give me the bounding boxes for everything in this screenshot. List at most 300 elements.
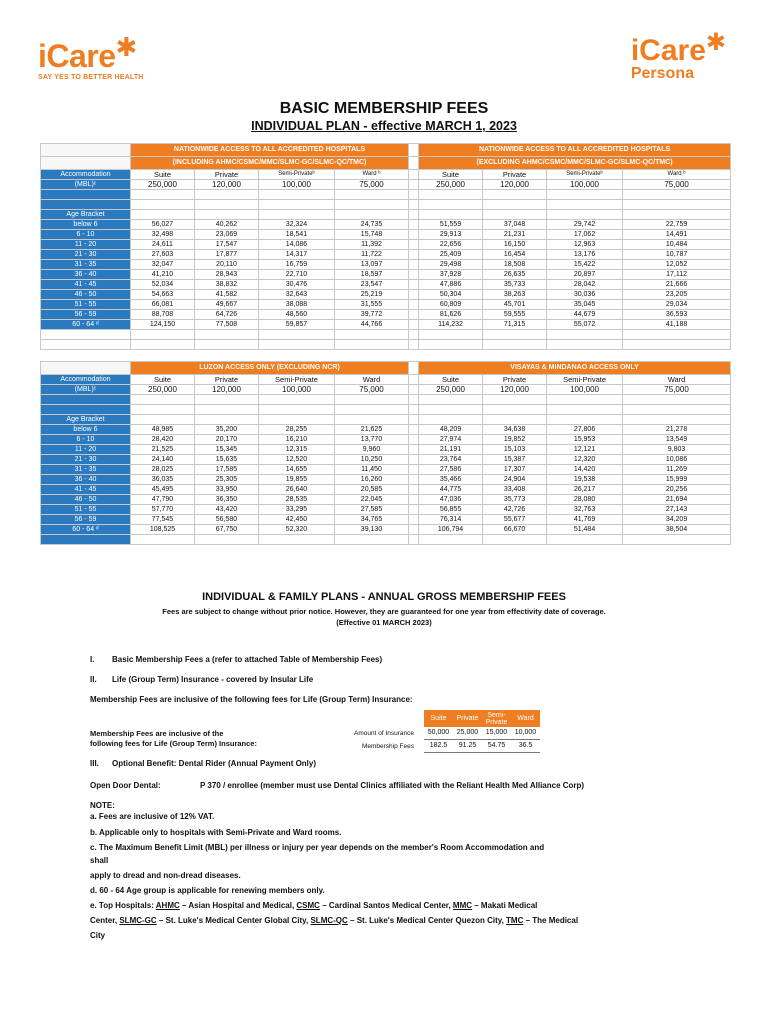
insurance-fee-cell: 91.25 [453, 740, 482, 753]
fee-cell: 36,035 [131, 475, 195, 485]
category-cell: Ward [623, 375, 731, 385]
blank-label [41, 405, 131, 415]
blank-cell [195, 190, 259, 200]
blank-cell [483, 415, 547, 425]
fee-cell: 18,508 [483, 260, 547, 270]
mbl-cell: 120,000 [195, 385, 259, 395]
fee-cell: 30,036 [547, 290, 623, 300]
hospital-name: – St. Luke's Medical Center Quezon City, [347, 916, 507, 925]
fee-cell: 21,625 [335, 425, 409, 435]
category-cell: Suite [419, 170, 483, 180]
blank-cell [547, 405, 623, 415]
table-row [41, 320, 731, 330]
blank-cell [623, 190, 731, 200]
fee-cell: 12,052 [623, 260, 731, 270]
blank-cell [335, 200, 409, 210]
blank-label [41, 340, 131, 350]
item-basic-fees: I. Basic Membership Fees a (refer to attached Table of Membership Fees) [90, 655, 383, 664]
fee-cell: 21,278 [623, 425, 731, 435]
table-row [41, 515, 731, 525]
fee-cell: 15,999 [623, 475, 731, 485]
category-cell: Private [483, 375, 547, 385]
column-gap [409, 300, 419, 310]
blank-cell [335, 395, 409, 405]
blank-cell [623, 415, 731, 425]
column-gap [409, 525, 419, 535]
fee-cell: 22,710 [259, 270, 335, 280]
fee-cell: 24,611 [131, 240, 195, 250]
blank-cell [623, 405, 731, 415]
age-cell: 60 - 64 ᵈ [41, 525, 131, 535]
table-row [41, 280, 731, 290]
column-gap [409, 505, 419, 515]
age-bracket-label: Age Bracket [41, 415, 131, 425]
fee-cell: 25,219 [335, 290, 409, 300]
blank-cell [409, 210, 419, 220]
fee-cell: 13,770 [335, 435, 409, 445]
blank-label [41, 535, 131, 545]
fee-cell: 33,408 [483, 485, 547, 495]
fee-cell: 15,345 [195, 445, 259, 455]
category-cell: Suite [131, 375, 195, 385]
fee-cell: 10,250 [335, 455, 409, 465]
fee-cell: 16,150 [483, 240, 547, 250]
insurance-header-cell [511, 710, 540, 727]
blank-cell [483, 190, 547, 200]
insurance-amount-row [424, 727, 540, 740]
fee-cell: 51,484 [547, 525, 623, 535]
fee-cell: 42,726 [483, 505, 547, 515]
blank-cell [131, 535, 195, 545]
fee-cell: 35,773 [483, 495, 547, 505]
category-cell: Ward [335, 375, 409, 385]
fee-cell: 28,255 [259, 425, 335, 435]
age-cell: 36 - 40 [41, 475, 131, 485]
fee-cell: 77,545 [131, 515, 195, 525]
fee-cell: 36,593 [623, 310, 731, 320]
blank-cell [259, 210, 335, 220]
age-cell: below 6 [41, 425, 131, 435]
asterisk-icon: ✱ [705, 29, 726, 56]
blank-cell [259, 415, 335, 425]
fee-cell: 12,121 [547, 445, 623, 455]
age-bracket-row [41, 210, 731, 220]
column-gap [409, 320, 419, 330]
fee-cell: 67,750 [195, 525, 259, 535]
fee-cell: 15,387 [483, 455, 547, 465]
column-gap [409, 425, 419, 435]
blank-cell [409, 535, 419, 545]
fee-cell: 45,701 [483, 300, 547, 310]
fee-cell: 33,295 [259, 505, 335, 515]
blank-cell [335, 535, 409, 545]
table-row [41, 525, 731, 535]
age-cell: 60 - 64 ᵈ [41, 320, 131, 330]
blank-row [41, 405, 731, 415]
fee-cell: 47,790 [131, 495, 195, 505]
fee-cell: 21,231 [483, 230, 547, 240]
blank-cell [409, 395, 419, 405]
table-header-row [41, 157, 731, 170]
fee-cell: 16,210 [259, 435, 335, 445]
fee-cell: 17,112 [623, 270, 731, 280]
blank-cell [419, 210, 483, 220]
mbl-cell: 100,000 [547, 385, 623, 395]
blank-cell [409, 190, 419, 200]
hospital-code: AHMC [155, 901, 180, 910]
fee-cell: 17,307 [483, 465, 547, 475]
blank-cell [419, 405, 483, 415]
table-row [41, 220, 731, 230]
fee-cell: 41,769 [547, 515, 623, 525]
column-gap [409, 144, 419, 157]
fee-cell: 28,535 [259, 495, 335, 505]
insurance-header-text: Suite [430, 715, 447, 722]
fee-cell: 34,765 [335, 515, 409, 525]
insurance-fee-cell: 182.5 [424, 740, 453, 753]
fee-cell: 57,770 [131, 505, 195, 515]
column-gap [409, 170, 419, 180]
fee-cell: 36,350 [195, 495, 259, 505]
age-cell: 11 - 20 [41, 445, 131, 455]
blank-cell [131, 330, 195, 340]
item-dental-rider: III. Optional Benefit: Dental Rider (Annual Payment Only) [90, 759, 317, 768]
mbl-row [41, 180, 731, 190]
fees-table-nationwide [40, 143, 731, 350]
table-row [41, 465, 731, 475]
fee-cell: 40,262 [195, 220, 259, 230]
column-gap [409, 260, 419, 270]
insurance-header-cell [482, 710, 511, 727]
fee-cell: 29,498 [419, 260, 483, 270]
fee-cell: 81,626 [419, 310, 483, 320]
left-region-header: (INCLUDING AHMC/CSMC/MMC/SLMC-GC/SLMC-QC/TMC) [131, 157, 409, 170]
category-cell: Semi-Private [259, 375, 335, 385]
fee-cell: 56,855 [419, 505, 483, 515]
age-cell: 31 - 35 [41, 260, 131, 270]
blank-cell [335, 210, 409, 220]
table-row [41, 290, 731, 300]
fee-cell: 16,759 [259, 260, 335, 270]
fee-cell: 11,269 [623, 465, 731, 475]
column-gap [409, 270, 419, 280]
fee-cell: 11,392 [335, 240, 409, 250]
fee-cell: 24,140 [131, 455, 195, 465]
mbl-cell: 120,000 [483, 385, 547, 395]
blank-cell [195, 395, 259, 405]
fee-cell: 47,886 [419, 280, 483, 290]
blank-cell [623, 395, 731, 405]
fee-cell: 38,832 [195, 280, 259, 290]
category-row [41, 375, 731, 385]
fee-cell: 44,679 [547, 310, 623, 320]
blank-cell [547, 190, 623, 200]
blank-cell [547, 200, 623, 210]
category-cell: Private [195, 170, 259, 180]
blank-row [41, 330, 731, 340]
age-cell: 46 - 50 [41, 290, 131, 300]
accommodation-label: Accommodation [41, 170, 131, 180]
fee-cell: 27,586 [419, 465, 483, 475]
fee-cell: 28,080 [547, 495, 623, 505]
hospital-name: – St. Luke's Medical Center Global City, [156, 916, 311, 925]
mbl-label: (MBL)ᶜ [41, 180, 131, 190]
blank-cell [259, 330, 335, 340]
category-cell: Semi-Privateᵇ [259, 170, 335, 180]
blank-cell [483, 200, 547, 210]
fee-cell: 19,538 [547, 475, 623, 485]
age-cell: 46 - 50 [41, 495, 131, 505]
mbl-cell: 100,000 [259, 180, 335, 190]
table-row [41, 485, 731, 495]
blank-cell [483, 535, 547, 545]
column-gap [409, 180, 419, 190]
fee-cell: 76,314 [419, 515, 483, 525]
fee-cell: 12,315 [259, 445, 335, 455]
hospital-code: TMC [506, 916, 524, 925]
note-c-cont: shall [90, 856, 109, 865]
blank-cell [195, 210, 259, 220]
fee-cell: 10,484 [623, 240, 731, 250]
fee-cell: 43,420 [195, 505, 259, 515]
fee-cell: 30,476 [259, 280, 335, 290]
blank-cell [335, 190, 409, 200]
logo-wordmark: iCare [38, 38, 116, 74]
hospital-code: CSMC [296, 901, 320, 910]
fee-cell: 16,260 [335, 475, 409, 485]
fee-cell: 35,466 [419, 475, 483, 485]
mbl-cell: 250,000 [419, 180, 483, 190]
mbl-cell: 120,000 [195, 180, 259, 190]
fee-cell: 59,857 [259, 320, 335, 330]
column-gap [409, 280, 419, 290]
note-e-cont: Center, SLMC-GC – St. Luke's Medical Center Global City, SLMC-QC – St. Luke's Medical Center Quezon City, TMC – The Medical [90, 916, 579, 925]
fee-cell: 12,520 [259, 455, 335, 465]
right-region-header: (EXCLUDING AHMC/CSMC/MMC/SLMC-GC/SLMC-QC/TMC) [419, 157, 731, 170]
blank-cell [419, 190, 483, 200]
fee-cell: 32,324 [259, 220, 335, 230]
fee-cell: 27,974 [419, 435, 483, 445]
insurance-fees-row [424, 740, 540, 753]
blank-cell [259, 395, 335, 405]
fee-cell: 10,787 [623, 250, 731, 260]
column-gap [409, 485, 419, 495]
blank-cell [419, 330, 483, 340]
fee-cell: 55,072 [547, 320, 623, 330]
fee-cell: 11,450 [335, 465, 409, 475]
asterisk-icon: ✱ [115, 32, 138, 62]
column-gap [409, 362, 419, 375]
blank-cell [409, 200, 419, 210]
hospital-name: – Cardinal Santos Medical Center, [319, 901, 453, 910]
fee-cell: 15,953 [547, 435, 623, 445]
fee-cell: 20,256 [623, 485, 731, 495]
note-c: c. The Maximum Benefit Limit (MBL) per illness or injury per year depends on the member's Room Accommodation and [90, 843, 545, 852]
fee-cell: 27,806 [547, 425, 623, 435]
fee-cell: 77,508 [195, 320, 259, 330]
table-header-row [41, 362, 731, 375]
fee-cell: 44,766 [335, 320, 409, 330]
blank-cell [547, 395, 623, 405]
table-row [41, 475, 731, 485]
blank-cell [483, 210, 547, 220]
section-note: Fees are subject to change without prior notice. However, they are guaranteed for one year from effectivity date of coverage. [162, 607, 606, 616]
column-gap [409, 250, 419, 260]
blank-cell [623, 200, 731, 210]
blank-cell [547, 340, 623, 350]
page-title: BASIC MEMBERSHIP FEES [279, 100, 489, 117]
table-row [41, 435, 731, 445]
hospital-name: – Makati Medical [472, 901, 538, 910]
table-row [41, 310, 731, 320]
header-spacer [41, 362, 131, 375]
age-cell: 6 - 10 [41, 435, 131, 445]
blank-cell [419, 535, 483, 545]
fee-cell: 15,422 [547, 260, 623, 270]
fee-cell: 18,541 [259, 230, 335, 240]
fee-cell: 66,081 [131, 300, 195, 310]
insurance-header-cell [453, 710, 482, 727]
mbl-cell: 75,000 [335, 180, 409, 190]
table-row [41, 505, 731, 515]
fee-cell: 15,748 [335, 230, 409, 240]
insurance-amount-cell: 10,000 [511, 727, 540, 740]
section-title: INDIVIDUAL & FAMILY PLANS - ANNUAL GROSS MEMBERSHIP FEES [202, 591, 566, 603]
fee-cell: 21,694 [623, 495, 731, 505]
fee-cell: 10,086 [623, 455, 731, 465]
blank-cell [409, 415, 419, 425]
fee-cell: 52,320 [259, 525, 335, 535]
insurance-header-text: Private [485, 718, 508, 726]
age-cell: 21 - 30 [41, 250, 131, 260]
age-cell: 51 - 55 [41, 505, 131, 515]
hospital-name: – The Medical [523, 916, 579, 925]
blank-cell [131, 395, 195, 405]
blank-label [41, 190, 131, 200]
insurance-fee-cell: 54.75 [482, 740, 511, 753]
blank-cell [623, 330, 731, 340]
fee-cell: 47,036 [419, 495, 483, 505]
fee-cell: 27,585 [335, 505, 409, 515]
age-cell: 41 - 45 [41, 280, 131, 290]
blank-cell [335, 415, 409, 425]
blank-cell [131, 190, 195, 200]
age-cell: 56 - 59 [41, 310, 131, 320]
blank-label [41, 395, 131, 405]
note-b: b. Applicable only to hospitals with Semi-Private and Ward rooms. [90, 828, 342, 837]
fee-cell: 38,088 [259, 300, 335, 310]
column-gap [409, 495, 419, 505]
membership-fees-label: Membership Fees [361, 743, 414, 750]
fee-cell: 12,963 [547, 240, 623, 250]
fee-cell: 25,305 [195, 475, 259, 485]
fee-cell: 41,210 [131, 270, 195, 280]
note-e: e. Top Hospitals: AHMC – Asian Hospital and Medical, CSMC – Cardinal Santos Medical Center, MMC – Makati Medical [90, 901, 538, 910]
blank-cell [419, 200, 483, 210]
category-cell: Private [483, 170, 547, 180]
fee-cell: 9,803 [623, 445, 731, 455]
blank-cell [259, 535, 335, 545]
blank-cell [335, 405, 409, 415]
insurance-header-cell [424, 710, 453, 727]
fee-cell: 41,188 [623, 320, 731, 330]
blank-cell [483, 340, 547, 350]
right-region-header: VISAYAS & MINDANAO ACCESS ONLY [419, 362, 731, 375]
column-gap [409, 310, 419, 320]
blank-cell [195, 340, 259, 350]
logo-wordmark: iCare [630, 34, 706, 67]
left-region-header: NATIONWIDE ACCESS TO ALL ACCREDITED HOSPITALS [131, 144, 409, 157]
note-e-cont2: City [90, 931, 106, 940]
age-cell: 11 - 20 [41, 240, 131, 250]
fee-cell: 56,580 [195, 515, 259, 525]
blank-cell [259, 405, 335, 415]
hospital-code: SLMC-QC [310, 916, 348, 925]
mbl-cell: 250,000 [131, 180, 195, 190]
column-gap [409, 220, 419, 230]
header-spacer [41, 157, 131, 170]
table-row [41, 425, 731, 435]
fee-cell: 25,409 [419, 250, 483, 260]
table-header-row [41, 144, 731, 157]
age-cell: 21 - 30 [41, 455, 131, 465]
fee-cell: 29,913 [419, 230, 483, 240]
fee-cell: 71,315 [483, 320, 547, 330]
age-bracket-label: Age Bracket [41, 210, 131, 220]
left-region-header: LUZON ACCESS ONLY (EXCLUDING NCR) [131, 362, 409, 375]
fee-cell: 49,667 [195, 300, 259, 310]
fee-cell: 26,635 [483, 270, 547, 280]
fee-cell: 64,726 [195, 310, 259, 320]
column-gap [409, 475, 419, 485]
item-life-insurance: II. Life (Group Term) Insurance - covered by Insular Life [90, 675, 314, 684]
column-gap [409, 455, 419, 465]
fee-cell: 60,809 [419, 300, 483, 310]
logo-tagline: SAY YES TO BETTER HEALTH [38, 74, 144, 81]
table-row [41, 300, 731, 310]
hospital-code: SLMC-GC [119, 916, 157, 925]
category-cell: Semi-Privateᵇ [547, 170, 623, 180]
fee-cell: 22,656 [419, 240, 483, 250]
note-d: d. 60 - 64 Age group is applicable for renewing members only. [90, 886, 325, 895]
fee-cell: 22,045 [335, 495, 409, 505]
right-region-header: NATIONWIDE ACCESS TO ALL ACCREDITED HOSPITALS [419, 144, 731, 157]
fee-cell: 34,209 [623, 515, 731, 525]
fee-cell: 26,217 [547, 485, 623, 495]
fee-cell: 59,555 [483, 310, 547, 320]
blank-row [41, 340, 731, 350]
fee-cell: 23,069 [195, 230, 259, 240]
blank-cell [131, 210, 195, 220]
fee-cell: 39,772 [335, 310, 409, 320]
insurance-header-text: Ward [517, 715, 534, 722]
table-row [41, 270, 731, 280]
blank-cell [419, 415, 483, 425]
fee-cell: 28,042 [547, 280, 623, 290]
table-row [41, 230, 731, 240]
blank-cell [547, 415, 623, 425]
blank-label [41, 330, 131, 340]
age-cell: 36 - 40 [41, 270, 131, 280]
fee-cell: 13,549 [623, 435, 731, 445]
fee-cell: 114,232 [419, 320, 483, 330]
fee-cell: 17,062 [547, 230, 623, 240]
blank-cell [131, 415, 195, 425]
open-door-dental: Open Door Dental: P 370 / enrollee (member must use Dental Clinics affiliated with the Reliant Health Med Alliance Corp) [90, 781, 585, 790]
blank-cell [419, 340, 483, 350]
table-row [41, 260, 731, 270]
fee-cell: 23,547 [335, 280, 409, 290]
